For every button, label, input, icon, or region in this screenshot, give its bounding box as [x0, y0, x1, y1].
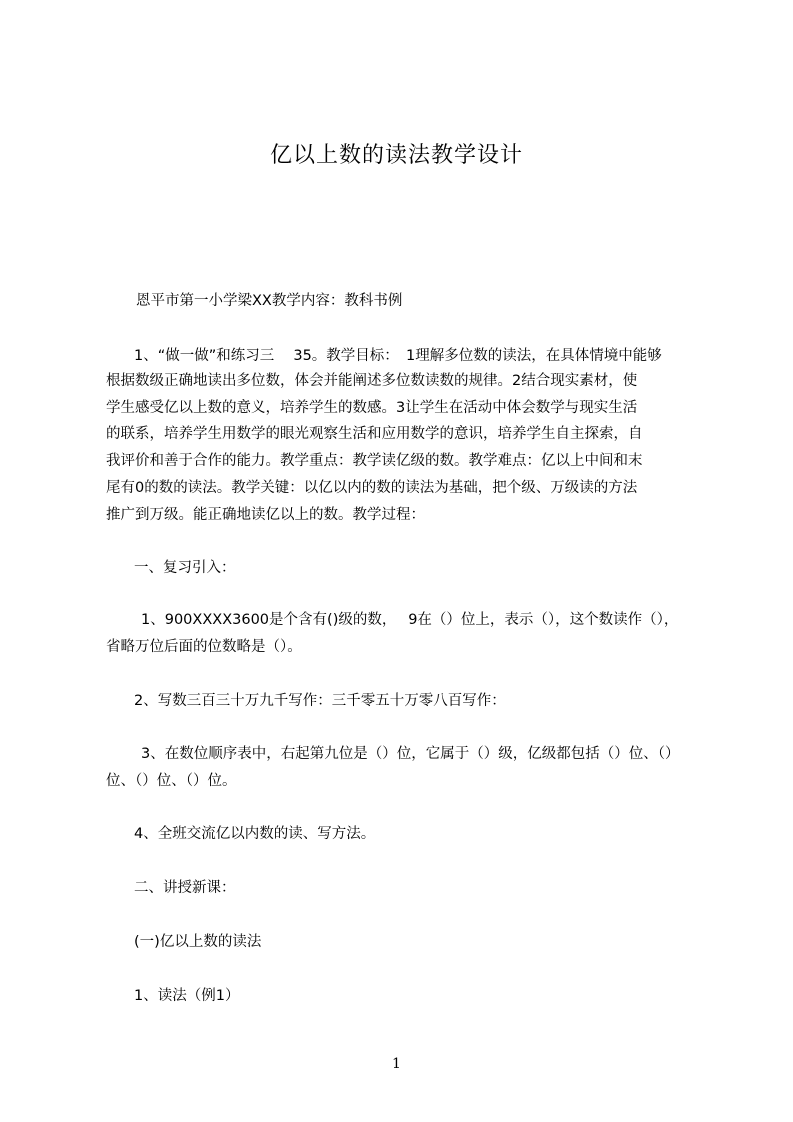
intro-line: 根据数级正确地读出多位数，体会并能阐述多位数读数的规律。2结合现实素材，使	[106, 373, 638, 389]
intro-line: 我评价和善于合作的能力。教学重点：教学读亿级的数。教学难点：亿以上中间和末	[106, 453, 643, 469]
subsection-heading: (一)亿以上数的读法	[134, 934, 262, 950]
author-line: 恩平市第一小学梁XX教学内容：教科书例	[136, 293, 403, 309]
intro-line: 的联系，培养学生用数学的眼光观察生活和应用数学的意识，培养学生自主探索，自	[106, 426, 643, 442]
question-3-line: 3、在数位顺序表中，右起第九位是（）位，它属于（）级，亿级都包括（）位、（）	[141, 746, 680, 762]
question-1-line: 1、900XXXX3600是个含有()级的数， 9在（）位上，表示（），这个数读作（），	[141, 612, 679, 628]
question-1-line: 省略万位后面的位数略是（）。	[106, 639, 302, 655]
intro-line: 学生感受亿以上数的意义，培养学生的数感。3让学生在活动中体会数学与现实生活	[106, 400, 638, 416]
intro-line: 1、“做一做”和练习三 35。教学目标： 1理解多位数的读法，在具体情境中能够	[134, 348, 662, 364]
question-4: 4、全班交流亿以内数的读、写方法。	[134, 826, 376, 842]
question-2: 2、写数三百三十万九千写作：三千零五十万零八百写作：	[134, 693, 506, 709]
intro-line: 尾有0的数的读法。教学关键：以亿以内的数的读法为基础，把个级、万级读的方法	[106, 480, 638, 496]
section-heading-new-lesson: 二、讲授新课：	[134, 880, 236, 896]
document-title: 亿以上数的读法教学设计	[269, 143, 523, 168]
section-heading-review: 一、复习引入：	[134, 560, 236, 576]
page-number: 1	[392, 1056, 401, 1072]
intro-line: 推广到万级。能正确地读亿以上的数。教学过程：	[106, 507, 425, 523]
question-3-line: 位、（）位、（）位。	[106, 773, 237, 789]
item-1-reading: 1、读法（例1）	[134, 988, 240, 1004]
